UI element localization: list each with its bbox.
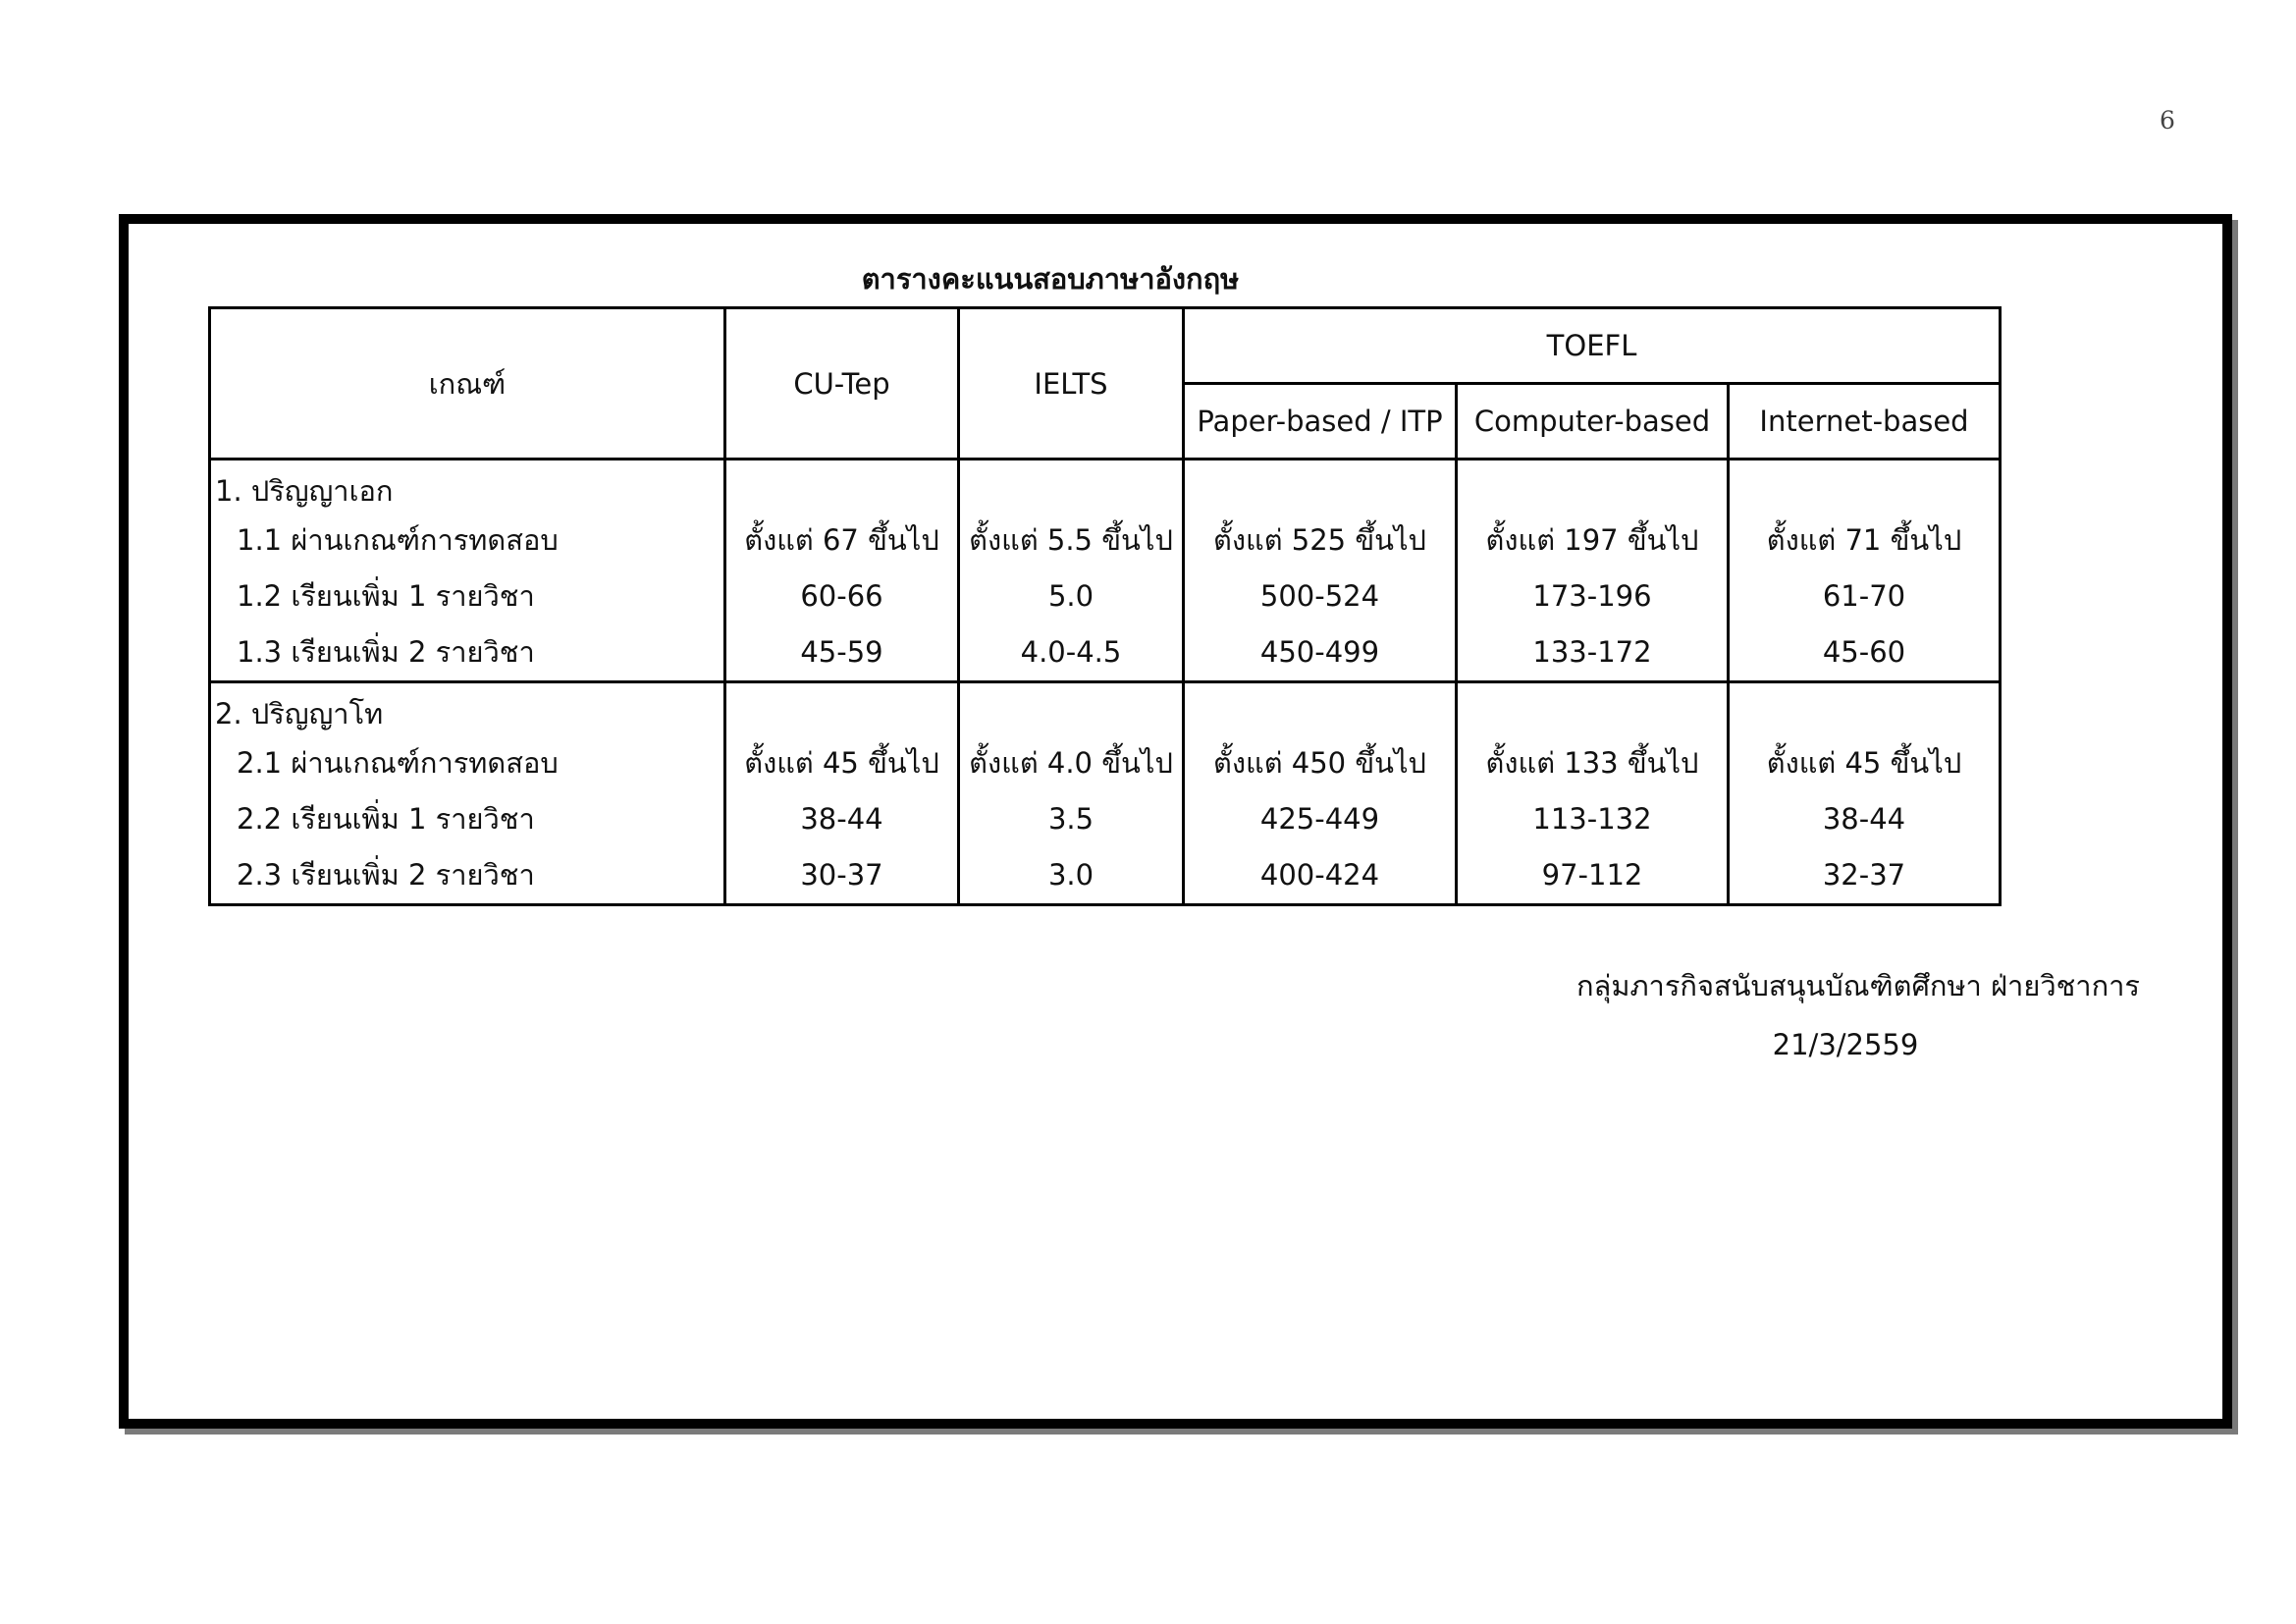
criteria-label: 2.2 เรียนเพิ่ม 1 รายวิชา [237,802,535,836]
criteria-cell [210,460,725,682]
score-value: 450-499 [1259,635,1380,669]
score-value: 425-449 [1259,802,1380,836]
group-row-doctoral [210,460,2001,682]
score-value: ตั้งแต่ 5.5 ขึ้นไป [969,523,1173,557]
group-label: 2. ปริญญาโท [215,697,384,731]
header-toefl: TOEFL [1184,308,2001,384]
score-value: ตั้งแต่ 450 ขึ้นไป [1213,746,1426,780]
header-toefl-computer: Computer-based [1457,384,1729,460]
group-label: 1. ปริญญาเอก [215,474,394,508]
ielts-cell [959,682,1184,905]
header-toefl-paper: Paper-based / ITP [1184,384,1457,460]
score-value: 3.5 [1047,802,1095,836]
score-value: 97-112 [1541,858,1643,892]
toefl-computer-cell [1457,682,1729,905]
page-number: 6 [2160,106,2175,135]
criteria-label: 2.1 ผ่านเกณฑ์การทดสอบ [237,746,559,780]
score-value: 38-44 [1822,802,1906,836]
cutep-cell [725,682,959,905]
toefl-internet-cell [1729,682,2001,905]
score-value: ตั้งแต่ 133 ขึ้นไป [1485,746,1699,780]
toefl-paper-cell [1184,682,1457,905]
score-value: ตั้งแต่ 67 ขึ้นไป [744,523,939,557]
toefl-paper-cell [1184,460,1457,682]
score-value: ตั้งแต่ 4.0 ขึ้นไป [969,746,1173,780]
score-value: ตั้งแต่ 45 ขึ้นไป [744,746,939,780]
score-value: ตั้งแต่ 197 ขึ้นไป [1485,523,1699,557]
score-value: 32-37 [1822,858,1906,892]
header-cutep: CU-Tep [725,308,959,460]
score-value: 60-66 [800,579,883,613]
score-value: 113-132 [1532,802,1652,836]
toefl-internet-cell [1729,460,2001,682]
score-value: 173-196 [1532,579,1652,613]
footer-department: กลุ่มภารกิจสนับสนุนบัณฑิตศึกษา ฝ่ายวิชาการ [1576,969,2140,1002]
table-title: ตารางคะแนนสอบภาษาอังกฤษ [861,262,1240,296]
score-value: 3.0 [1047,858,1095,892]
score-value: 5.0 [1047,579,1095,613]
score-value: ตั้งแต่ 525 ขึ้นไป [1213,523,1426,557]
score-value: 45-59 [800,635,883,669]
group-row-masters [210,682,2001,905]
score-value: 38-44 [800,802,883,836]
criteria-cell [210,682,725,905]
score-value: 30-37 [800,858,883,892]
header-toefl-internet: Internet-based [1729,384,2001,460]
criteria-label: 2.3 เรียนเพิ่ม 2 รายวิชา [237,858,535,892]
cutep-cell [725,460,959,682]
criteria-label: 1.1 ผ่านเกณฑ์การทดสอบ [237,523,559,557]
header-criteria: เกณฑ์ [210,308,725,460]
toefl-computer-cell [1457,460,1729,682]
score-value: 45-60 [1822,635,1906,669]
score-value: 133-172 [1532,635,1652,669]
score-value: 61-70 [1822,579,1906,613]
score-value: 400-424 [1259,858,1380,892]
score-value: 4.0-4.5 [1020,635,1122,669]
footer-date: 21/3/2559 [1772,1028,1919,1061]
ielts-cell [959,460,1184,682]
header-row-1 [210,308,2001,384]
score-value: 500-524 [1259,579,1380,613]
score-value: ตั้งแต่ 71 ขึ้นไป [1766,523,1962,557]
criteria-label: 1.3 เรียนเพิ่ม 2 รายวิชา [237,635,535,669]
header-ielts: IELTS [959,308,1184,460]
score-value: ตั้งแต่ 45 ขึ้นไป [1766,746,1962,780]
criteria-label: 1.2 เรียนเพิ่ม 1 รายวิชา [237,579,535,613]
english-score-table [208,306,2002,906]
